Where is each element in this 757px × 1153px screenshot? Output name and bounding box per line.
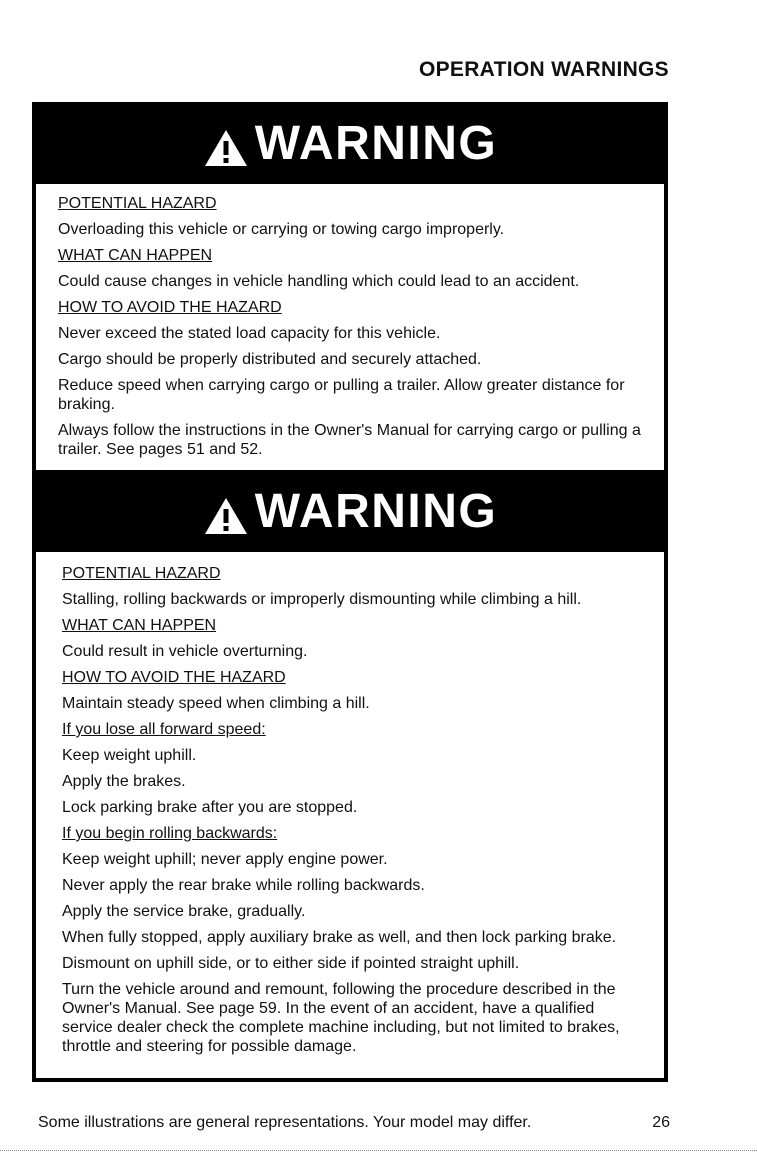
- warning-banner-text: WARNING: [254, 484, 498, 538]
- rolling-back-item: Dismount on uphill side, or to either side if pointed straight uphill.: [62, 955, 520, 972]
- avoid-item: Cargo should be properly distributed and securely attached.: [58, 351, 482, 368]
- warning-box-cargo: [32, 102, 668, 470]
- happen-text: Could result in vehicle overturning.: [62, 643, 308, 660]
- warning-box-hill: [32, 470, 668, 1082]
- footer-note: Some illustrations are general representations. Your model may differ.: [38, 1114, 532, 1131]
- warning-banner: [36, 470, 664, 552]
- avoid-item: Reduce speed when carrying cargo or pulling a trailer. Allow greater distance for braking.: [58, 377, 625, 413]
- happen-heading: WHAT CAN HAPPEN: [58, 247, 213, 264]
- bottom-divider: [0, 1150, 757, 1151]
- happen-text: Could cause changes in vehicle handling which could lead to an accident.: [58, 273, 580, 290]
- rolling-back-item: Keep weight uphill; never apply engine power.: [62, 851, 388, 868]
- page-footer: [38, 1114, 670, 1132]
- warning-triangle-icon: [203, 128, 249, 168]
- speed-loss-item: Apply the brakes.: [62, 773, 186, 790]
- hazard-text: Stalling, rolling backwards or improperly dismounting while climbing a hill.: [62, 591, 582, 608]
- page-title: OPERATION WARNINGS: [418, 58, 669, 81]
- rolling-back-item: Apply the service brake, gradually.: [62, 903, 306, 920]
- warning-triangle-icon: [203, 496, 249, 536]
- avoid-heading: HOW TO AVOID THE HAZARD: [62, 669, 286, 686]
- happen-heading: WHAT CAN HAPPEN: [62, 617, 217, 634]
- rolling-back-item: When fully stopped, apply auxiliary brake as well, and then lock parking brake.: [62, 929, 617, 946]
- speed-loss-heading: If you lose all forward speed:: [62, 721, 266, 738]
- warning-content: [36, 552, 664, 1056]
- warning-banner-text: WARNING: [254, 116, 498, 170]
- rolling-back-item: Turn the vehicle around and remount, following the procedure described in the Owner's Manual. See page 59. In the event of an accident, have a qualified service dealer check the complete machine including, but not limited to brakes, throttle and steering for possible damage.: [62, 981, 620, 1055]
- hazard-heading: POTENTIAL HAZARD: [58, 195, 217, 212]
- speed-loss-item: Keep weight uphill.: [62, 747, 197, 764]
- speed-loss-item: Lock parking brake after you are stopped.: [62, 799, 358, 816]
- rolling-back-heading: If you begin rolling backwards:: [62, 825, 278, 842]
- avoid-heading: HOW TO AVOID THE HAZARD: [58, 299, 282, 316]
- avoid-item: Always follow the instructions in the Owner's Manual for carrying cargo or pulling a trailer. See pages 51 and 52.: [58, 422, 641, 458]
- warning-content: [36, 184, 664, 459]
- avoid-intro: Maintain steady speed when climbing a hill.: [62, 695, 370, 712]
- hazard-heading: POTENTIAL HAZARD: [62, 565, 221, 582]
- warning-banner: [36, 102, 664, 184]
- page-number: 26: [652, 1114, 670, 1131]
- rolling-back-item: Never apply the rear brake while rolling backwards.: [62, 877, 425, 894]
- avoid-item: Never exceed the stated load capacity for this vehicle.: [58, 325, 441, 342]
- hazard-text: Overloading this vehicle or carrying or towing cargo improperly.: [58, 221, 505, 238]
